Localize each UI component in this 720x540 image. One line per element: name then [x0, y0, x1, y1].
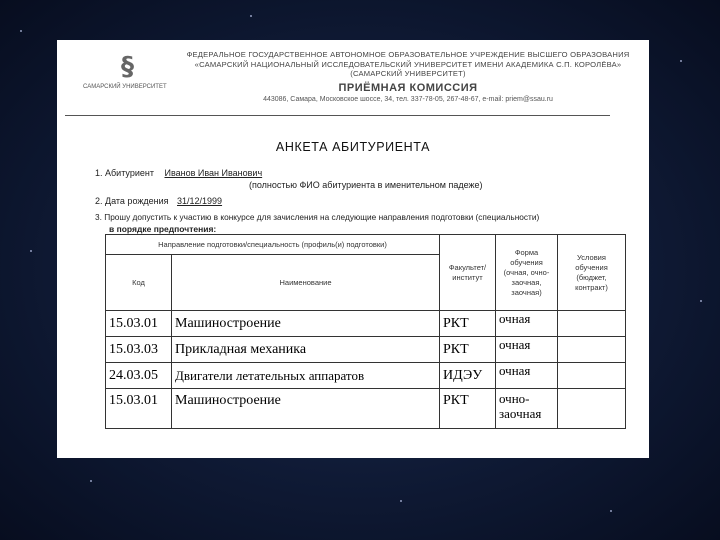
scanned-document — [57, 40, 649, 458]
row-name: Машиностроение — [172, 311, 440, 337]
row-basis — [558, 311, 626, 337]
applicant-label: 1. Абитуриент — [95, 168, 154, 178]
row-form: очная — [496, 363, 558, 389]
row-code: 15.03.01 — [106, 311, 172, 337]
header-line: ФЕДЕРАЛЬНОЕ ГОСУДАРСТВЕННОЕ АВТОНОМНОЕ ОБРАЗОВАТЕЛЬНОЕ УЧРЕЖДЕНИЕ ВЫСШЕГО ОБРАЗОВАНИЯ — [186, 50, 630, 59]
row-code: 24.03.05 — [106, 363, 172, 389]
row-faculty: РКТ — [440, 311, 496, 337]
star — [20, 30, 22, 32]
header-form: Форма обучения (очная, очно-заочная, заочная) — [496, 235, 558, 311]
header-divider — [65, 115, 610, 116]
row-code: 15.03.03 — [106, 337, 172, 363]
row-name: Машиностроение — [172, 389, 440, 429]
row-form: очная — [496, 337, 558, 363]
row-faculty: РКТ — [440, 337, 496, 363]
row-code: 15.03.01 — [106, 389, 172, 429]
star — [610, 510, 612, 512]
table-row — [106, 389, 626, 429]
form-title: АНКЕТА АБИТУРИЕНТА — [275, 140, 431, 154]
header-line: «САМАРСКИЙ НАЦИОНАЛЬНЫЙ ИССЛЕДОВАТЕЛЬСКИЙ УНИВЕРСИТЕТ ИМЕНИ АКАДЕМИКА С.П. КОРОЛЁВА» — [194, 59, 622, 69]
row-faculty: РКТ — [440, 389, 496, 429]
table-row — [106, 363, 626, 389]
header-block — [173, 50, 643, 79]
star — [680, 60, 682, 62]
row-basis — [558, 363, 626, 389]
directions-table — [105, 234, 626, 429]
row-name: Двигатели летательных аппаратов — [172, 363, 440, 389]
header-name: Наименование — [172, 255, 440, 311]
table-row — [106, 337, 626, 363]
applicant-row — [95, 168, 262, 178]
request-text: 3. Прошу допустить к участию в конкурсе для зачисления на следующие направления подготовки (специальности) — [95, 212, 540, 222]
table-row — [106, 311, 626, 337]
university-logo — [73, 54, 165, 100]
logo-text: САМАРСКИЙ УНИВЕРСИТЕТ — [83, 84, 167, 90]
birthdate-value: 31/12/1999 — [177, 196, 223, 206]
header-address: 443086, Самара, Московское шоссе, 34, тел. 337-78-05, 267-48-67, e-mail: priem@ssau.ru — [263, 96, 553, 103]
star — [250, 15, 252, 17]
applicant-name: Иванов Иван Иванович — [164, 168, 263, 178]
header-faculty: Факультет/ институт — [440, 235, 496, 311]
header-direction: Направление подготовки/специальность (профиль(и) подготовки) — [106, 235, 440, 255]
applicant-note: (полностью ФИО абитуриента в именительном падеже) — [249, 180, 483, 190]
star — [700, 300, 702, 302]
row-form: очная — [496, 311, 558, 337]
star — [400, 500, 402, 502]
birthdate-label: 2. Дата рождения — [95, 196, 169, 206]
row-basis — [558, 337, 626, 363]
birthdate-row — [95, 196, 222, 206]
header-line: (САМАРСКИЙ УНИВЕРСИТЕТ) — [350, 69, 466, 78]
star — [30, 250, 32, 252]
logo-icon: § — [121, 52, 134, 82]
row-faculty: ИДЭУ — [440, 363, 496, 389]
request-note: в порядке предпочтения: — [109, 224, 217, 234]
row-name: Прикладная механика — [172, 337, 440, 363]
header-title: ПРИЁМНАЯ КОМИССИЯ — [338, 82, 478, 94]
star — [90, 480, 92, 482]
header-basis: Условия обучения (бюджет, контракт) — [558, 235, 626, 311]
row-form: очно-заочная — [496, 389, 558, 429]
row-basis — [558, 389, 626, 429]
header-code: Код — [106, 255, 172, 311]
